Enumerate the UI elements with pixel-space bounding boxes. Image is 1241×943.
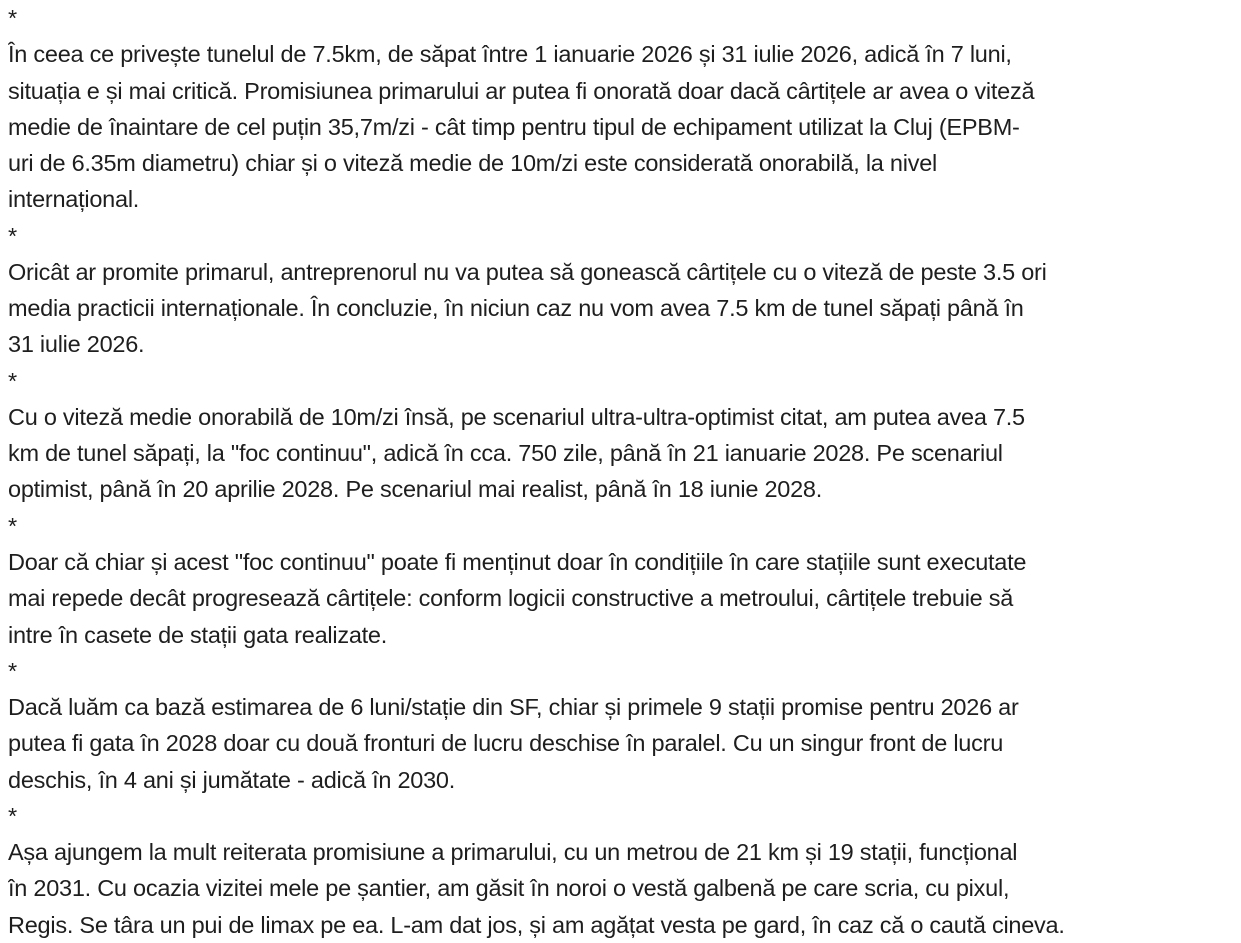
text-line: medie de înaintare de cel puțin 35,7m/zi - cât timp pentru tipul de echipament utilizat la Cluj (EPBM- [8, 113, 1020, 140]
paragraph [8, 544, 1235, 653]
text-line: Cu o viteză medie onorabilă de 10m/zi însă, pe scenariul ultra-ultra-optimist citat, am putea avea 7.5 [8, 403, 1025, 430]
paragraph [8, 689, 1235, 798]
paragraph [8, 36, 1235, 217]
text-line: Regis. Se târa un pui de limax pe ea. L-am dat jos, și am agățat vesta pe gard, în caz că o caută cineva. [8, 911, 1065, 938]
text-line: Așa ajungem la mult reiterata promisiune a primarului, cu un metrou de 21 km și 19 stații, funcțional [8, 839, 1018, 866]
text-line: Doar că chiar și acest "foc continuu" poate fi menținut doar în condițiile în care stațiile sunt executate [8, 548, 1027, 575]
text-line: putea fi gata în 2028 doar cu două fronturi de lucru deschise în paralel. Cu un singur front de lucru [8, 730, 1004, 757]
text-line: situația e și mai critică. Promisiunea primarului ar putea fi onorată doar dacă cârtițele ar avea o viteză [8, 77, 1035, 104]
paragraph-separator: * [8, 512, 17, 539]
paragraph-separator: * [8, 5, 17, 31]
text-line: optimist, până în 20 aprilie 2028. Pe scenariul mai realist, până în 18 iunie 2028. [8, 476, 823, 503]
text-line: km de tunel săpați, la "foc continuu", adică în cca. 750 zile, până în 21 ianuarie 2028. Pe scenariul [8, 440, 1003, 467]
paragraph [8, 399, 1235, 508]
text-line: Oricât ar promite primarul, antreprenorul nu va putea să gonească cârtițele cu o viteză de peste 3.5 ori [8, 258, 1047, 285]
text-line: În ceea ce privește tunelul de 7.5km, de săpat între 1 ianuarie 2026 și 31 iulie 2026, adică în 7 luni, [8, 41, 1012, 68]
paragraph-separator: * [8, 222, 17, 249]
text-line: 31 iulie 2026. [8, 331, 145, 358]
paragraph-separator: * [8, 367, 17, 394]
paragraph [8, 834, 1235, 943]
text-line: deschis, în 4 ani și jumătate - adică în 2030. [8, 766, 456, 793]
paragraph-separator: * [8, 657, 17, 684]
text-line: uri de 6.35m diametru) chiar și o viteză medie de 10m/zi este considerată onorabilă, la nivel [8, 150, 937, 177]
paragraph-separator: * [8, 802, 17, 829]
paragraph [8, 254, 1235, 363]
text-line: mai repede decât progresează cârtițele: conform logicii constructive a metroului, cârtițele trebuie să [8, 585, 1014, 612]
text-line: media practicii internaționale. În concluzie, în niciun caz nu vom avea 7.5 km de tunel săpați până în [8, 295, 1024, 322]
text-line: Dacă luăm ca bază estimarea de 6 luni/stație din SF, chiar și primele 9 stații promise pentru 2026 ar [8, 694, 1019, 721]
text-line: intre în casete de stații gata realizate. [8, 621, 388, 648]
text-line: în 2031. Cu ocazia vizitei mele pe șantier, am găsit în noroi o vestă galbenă pe care scria, cu pixul, [8, 875, 1010, 902]
text-line: internațional. [8, 186, 140, 213]
